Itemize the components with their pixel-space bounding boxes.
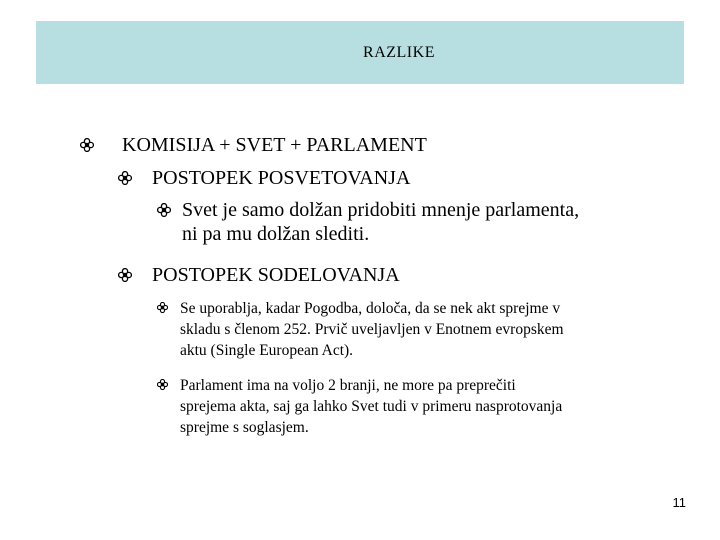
diamond-clover-icon bbox=[118, 268, 132, 282]
title-bar bbox=[36, 21, 684, 84]
diamond-clover-icon bbox=[80, 138, 94, 152]
bullet-text-line: skladu s členom 252. Prvič uveljavljen v Enotnem evropskem bbox=[180, 321, 564, 338]
bullet-text-line: ni pa mu dolžan slediti. bbox=[182, 223, 370, 245]
bullet-text-line: Se uporablja, kadar Pogodba, določa, da se nek akt sprejme v bbox=[180, 300, 561, 317]
diamond-clover-icon bbox=[157, 203, 171, 217]
bullet-text-line: Svet je samo dolžan pridobiti mnenje parlamenta, bbox=[182, 199, 580, 221]
bullet-komisija bbox=[80, 133, 427, 157]
bullet-text-line: sprejme s soglasjem. bbox=[180, 419, 309, 436]
diamond-clover-icon bbox=[157, 379, 168, 390]
bullet-posvetovanja bbox=[118, 166, 410, 190]
diamond-clover-icon bbox=[118, 171, 132, 185]
bullet-text: POSTOPEK POSVETOVANJA bbox=[152, 167, 411, 189]
bullet-text: POSTOPEK SODELOVANJA bbox=[152, 264, 400, 286]
bullet-sodelovanja bbox=[118, 263, 400, 287]
page-number: 11 bbox=[672, 495, 686, 510]
bullet-text-line: Parlament ima na voljo 2 branji, ne more pa preprečiti bbox=[180, 377, 516, 394]
bullet-text: KOMISIJA + SVET + PARLAMENT bbox=[122, 134, 427, 156]
bullet-uporablja bbox=[157, 298, 564, 361]
bullet-text-line: aktu (Single European Act). bbox=[180, 342, 354, 359]
bullet-text-line: sprejema akta, saj ga lahko Svet tudi v primeru nasprotovanja bbox=[180, 398, 563, 415]
diamond-clover-icon bbox=[157, 302, 168, 313]
bullet-svet bbox=[157, 198, 579, 246]
bullet-parlament bbox=[157, 375, 562, 438]
slide-title: RAZLIKE bbox=[363, 43, 435, 61]
